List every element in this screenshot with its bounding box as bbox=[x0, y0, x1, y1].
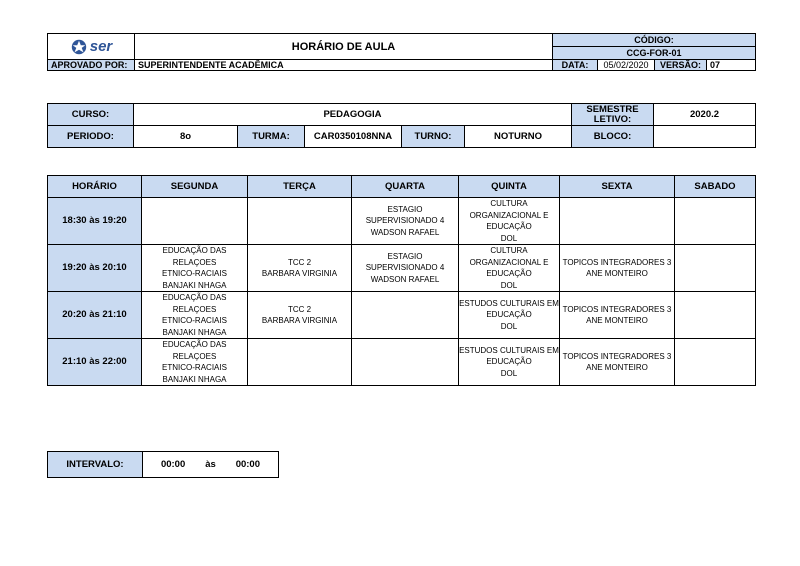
header-quinta: QUINTA bbox=[459, 176, 560, 198]
curso-label: CURSO: bbox=[48, 104, 134, 126]
interval-value bbox=[143, 452, 279, 478]
ser-logo-icon bbox=[70, 38, 88, 56]
approved-label: APROVADO POR: bbox=[48, 60, 135, 71]
class-cell: TCC 2 BARBARA VIRGINIA bbox=[248, 245, 352, 292]
date-label: DATA: bbox=[553, 60, 598, 71]
code-label: CÓDIGO: bbox=[553, 34, 756, 47]
header-sexta: SEXTA bbox=[560, 176, 675, 198]
time-slot: 18:30 às 19:20 bbox=[48, 198, 142, 245]
periodo-label: PERIODO: bbox=[48, 126, 134, 148]
version-value: 07 bbox=[707, 60, 756, 71]
table-row bbox=[48, 198, 756, 245]
document-title: HORÁRIO DE AULA bbox=[135, 34, 553, 60]
interval-end: 00:00 bbox=[235, 459, 260, 470]
class-cell bbox=[352, 292, 459, 339]
class-cell: TOPICOS INTEGRADORES 3 ANE MONTEIRO bbox=[560, 245, 675, 292]
time-slot: 20:20 às 21:10 bbox=[48, 292, 142, 339]
header-sabado: SABADO bbox=[675, 176, 756, 198]
turma-value: CAR0350108NNA bbox=[305, 126, 402, 148]
course-info-table bbox=[47, 103, 756, 148]
semestre-label: SEMESTRE LETIVO: bbox=[572, 104, 654, 126]
class-cell: CULTURA ORGANIZACIONAL E EDUCAÇÃO DOL bbox=[459, 245, 560, 292]
schedule-table bbox=[47, 175, 756, 386]
class-cell: ESTUDOS CULTURAIS EM EDUCAÇÃO DOL bbox=[459, 339, 560, 386]
header-quarta: QUARTA bbox=[352, 176, 459, 198]
bloco-label: BLOCO: bbox=[572, 126, 654, 148]
class-cell: ESTAGIO SUPERVISIONADO 4 WADSON RAFAEL bbox=[352, 245, 459, 292]
class-cell: CULTURA ORGANIZACIONAL E EDUCAÇÃO DOL bbox=[459, 198, 560, 245]
turma-label: TURMA: bbox=[238, 126, 305, 148]
document-header bbox=[47, 33, 756, 71]
date-value: 05/02/2020 bbox=[598, 60, 655, 71]
class-cell: TOPICOS INTEGRADORES 3 ANE MONTEIRO bbox=[560, 292, 675, 339]
version-label: VERSÃO: bbox=[655, 60, 707, 71]
class-cell bbox=[248, 339, 352, 386]
class-cell: EDUCAÇÃO DAS RELAÇOES ETNICO-RACIAIS BANJAKI NHAGA bbox=[142, 292, 248, 339]
class-cell: ESTAGIO SUPERVISIONADO 4 WADSON RAFAEL bbox=[352, 198, 459, 245]
header-horario: HORÁRIO bbox=[48, 176, 142, 198]
table-row bbox=[48, 339, 756, 386]
interval-label: INTERVALO: bbox=[48, 452, 143, 478]
class-cell bbox=[675, 198, 756, 245]
semestre-value: 2020.2 bbox=[654, 104, 756, 126]
class-cell: ESTUDOS CULTURAIS EM EDUCAÇÃO DOL bbox=[459, 292, 560, 339]
class-cell: EDUCAÇÃO DAS RELAÇOES ETNICO-RACIAIS BANJAKI NHAGA bbox=[142, 245, 248, 292]
curso-value: PEDAGOGIA bbox=[134, 104, 572, 126]
class-cell bbox=[248, 198, 352, 245]
class-cell bbox=[142, 198, 248, 245]
code-value: CCG-FOR-01 bbox=[553, 47, 756, 60]
class-cell bbox=[675, 292, 756, 339]
schedule-header-row bbox=[48, 176, 756, 198]
logo-cell bbox=[48, 34, 135, 60]
interval-table bbox=[47, 451, 279, 478]
class-cell bbox=[352, 339, 459, 386]
header-segunda: SEGUNDA bbox=[142, 176, 248, 198]
time-slot: 21:10 às 22:00 bbox=[48, 339, 142, 386]
class-cell bbox=[675, 245, 756, 292]
turno-label: TURNO: bbox=[402, 126, 465, 148]
class-cell bbox=[675, 339, 756, 386]
interval-start: 00:00 bbox=[160, 459, 186, 470]
class-cell bbox=[560, 198, 675, 245]
class-cell: TCC 2 BARBARA VIRGINIA bbox=[248, 292, 352, 339]
header-terca: TERÇA bbox=[248, 176, 352, 198]
class-cell: TOPICOS INTEGRADORES 3 ANE MONTEIRO bbox=[560, 339, 675, 386]
table-row bbox=[48, 245, 756, 292]
class-cell: EDUCAÇÃO DAS RELAÇOES ETNICO-RACIAIS BANJAKI NHAGA bbox=[142, 339, 248, 386]
logo-text: ser bbox=[89, 38, 113, 55]
table-row bbox=[48, 292, 756, 339]
bloco-value bbox=[654, 126, 756, 148]
approved-value: SUPERINTENDENTE ACADÊMICA bbox=[135, 60, 553, 71]
periodo-value: 8o bbox=[134, 126, 238, 148]
interval-separator: às bbox=[205, 459, 216, 470]
time-slot: 19:20 às 20:10 bbox=[48, 245, 142, 292]
turno-value: NOTURNO bbox=[465, 126, 572, 148]
